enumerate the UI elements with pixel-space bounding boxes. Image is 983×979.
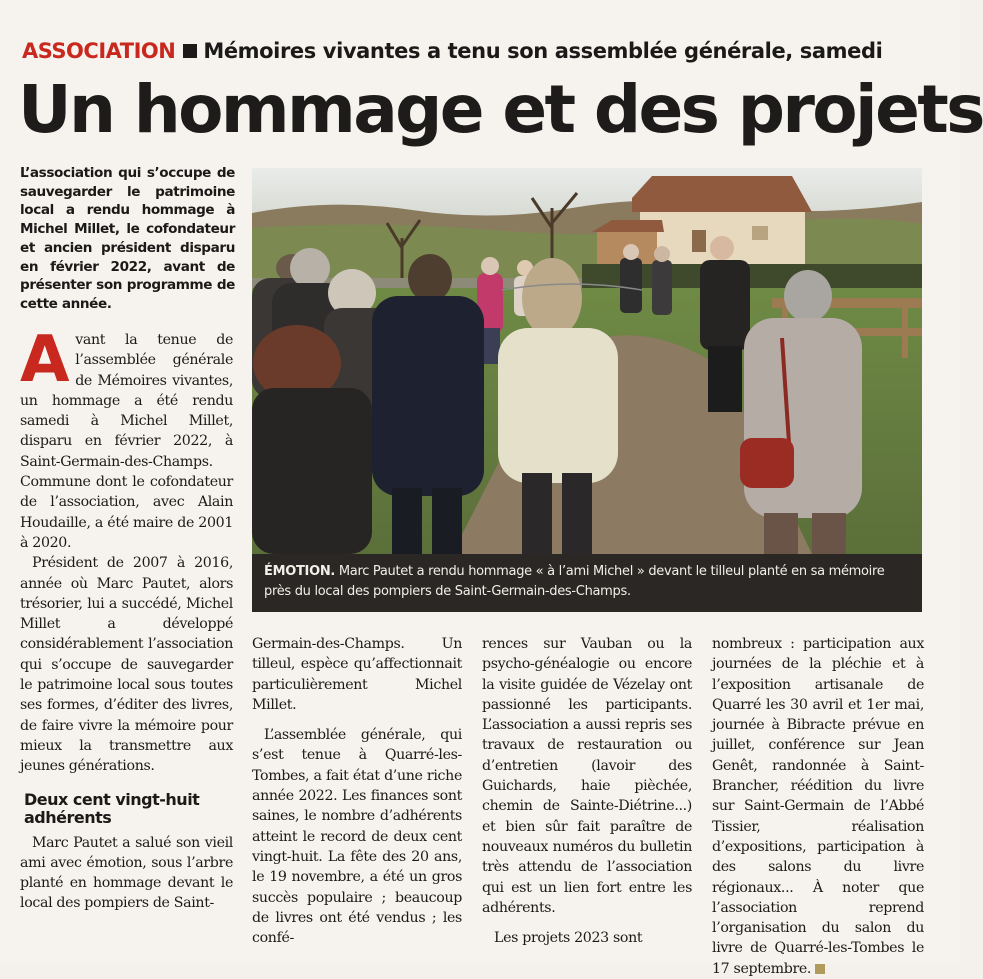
article-subheading: Deux cent vingt-huit adhérents bbox=[24, 789, 200, 827]
article-subtitle: Mémoires vivantes a tenu son assemblée générale, samedi bbox=[203, 39, 883, 63]
article-column-1 bbox=[20, 323, 233, 950]
paragraph-4-continued: rences sur Vauban ou la psycho-généalogie ou encore la visite guidée de Vézelay ont passionné les participants. L’association a aussi repris ses travaux de restauration ou d’entretien (lavoir des Guichards, haie pièchée, chemin de Sainte-Diétrine...) et bien sûr fait paraître de nouveaux numéros du bulletin très attendu de l’association qui est un lien fort entre les adhérents. bbox=[482, 636, 692, 916]
paragraph-1: vant la tenue de l’assemblée générale de Mémoires vivantes, un hommage a été rendu samedi à Michel Millet, disparu en février 2022, à Saint-Germain-des-Champs. Commune dont le cofondateur de l’association, avec Alain Houdaille, a été maire de 2001 à 2020. bbox=[20, 332, 233, 551]
paragraph-2: Président de 2007 à 2016, année où Marc Pautet, alors trésorier, lui a succédé, Michel Millet a développé considérablement l’association qui s’occupe de sauvegarder le patrimoine local sous toutes ses formes, d’éditer des livres, de faire vivre la mémoire pour mieux la transmettre aux jeunes générations. bbox=[20, 555, 233, 775]
drop-cap: A bbox=[20, 323, 70, 397]
end-of-article-icon bbox=[815, 964, 825, 974]
paragraph-4: L’assemblée générale, qui s’est tenue à Quarré-les-Tombes, a fait état d’une riche année 2022. Les finances sont saines, le nombre d’adhérents atteint le record de deux cent vingt-huit. La fête des 20 ans, le 19 novembre, a été un gros succès populaire ; beaucoup de livres ont été vendus ; les confé- bbox=[252, 727, 462, 947]
article-column-4 bbox=[712, 634, 924, 977]
paragraph-3: Marc Pautet a salué son vieil ami avec émotion, sous l’arbre planté en hommage devant le local des pompiers de Saint- bbox=[20, 834, 233, 912]
photo-caption bbox=[252, 554, 922, 612]
article-headline: Un hommage et des projets bbox=[18, 71, 983, 148]
paragraph-5-continued: nombreux : participation aux journées de la pléchie et à l’exposition artisanale de Quarré les 30 avril et 1er mai, journée à Bibracte prévue en juillet, conférence sur Jean Genêt, randonnée à Saint-Brancher, réédition du livre sur Saint-Germain de l’Abbé Tissier, réalisation d’expositions, participation à des salons du livre régionaux... À noter que l’association reprend l’organisation du salon du livre de Quarré-les-Tombes le 17 septembre. bbox=[712, 636, 924, 977]
caption-text: Marc Pautet a rendu hommage « à l’ami Michel » devant le tilleul planté en sa mémoire près du local des pompiers de Saint-Germain-des-Champs. bbox=[264, 564, 885, 599]
article-column-3 bbox=[482, 634, 692, 950]
paragraph-5: Les projets 2023 sont bbox=[494, 930, 643, 947]
article-column-2 bbox=[252, 634, 462, 950]
article-kicker bbox=[22, 36, 922, 66]
section-tag: ASSOCIATION bbox=[22, 39, 176, 63]
separator-square-icon bbox=[183, 44, 197, 58]
article-photo bbox=[252, 168, 922, 554]
caption-lead: ÉMOTION. bbox=[264, 564, 336, 579]
paragraph-3-continued: Germain-des-Champs. Un tilleul, espèce qu’affectionnait particulièrement Michel Millet. bbox=[252, 636, 462, 713]
article-lead: L’association qui s’occupe de sauvegarder le patrimoine local a rendu hommage à Michel Millet, le cofondateur et ancien président disparu en février 2022, avant de présenter son programme de cette année. bbox=[20, 165, 235, 312]
